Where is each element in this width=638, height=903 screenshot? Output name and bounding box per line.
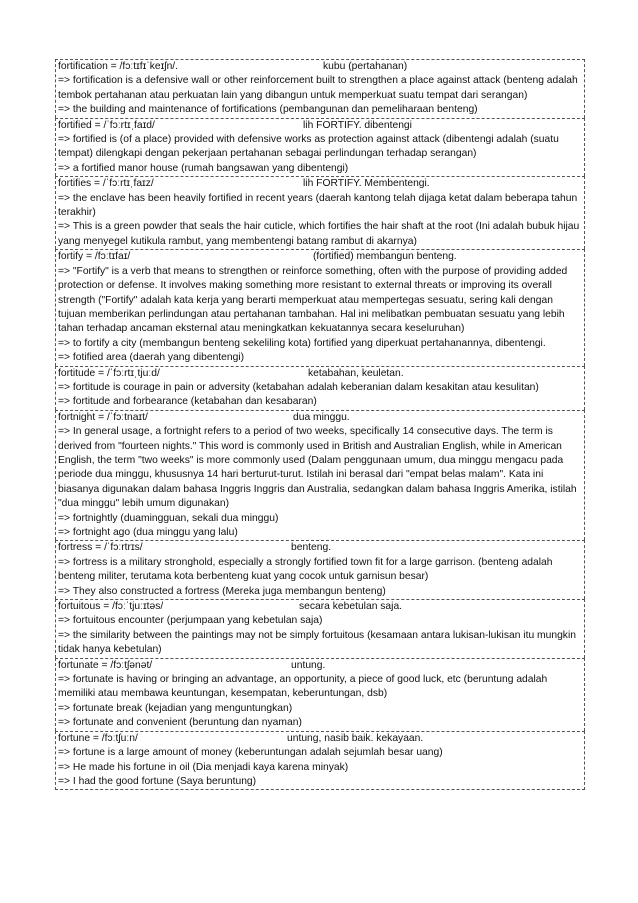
dictionary-entry: [55, 540, 585, 599]
entry-example-line: => fortnight ago (dua minggu yang lalu): [58, 527, 238, 538]
entry-meaning: secara kebetulan saja.: [299, 601, 403, 613]
entry-headword-row: [58, 541, 582, 555]
entry-example-line: => In general usage, a fortnight refers to a period of two weeks, specifically 14 consecutive days. The term is derived from "fourteen nights." This word is commonly used in British and Australian English, while in American English, the term "two weeks" is more commonly used (Dalam penggunaan umum, dua minggu mengacu pada periode dua minggu, khususnya 14 hari berturut-turut. Istilah ini berasal dari "empat belas malam". Kata ini biasanya digunakan dalam bahasa Inggris Inggris dan Australia, sedangkan dalam bahasa Inggris Amerika, istilah "dua minggu" lebih umum digunakan): [58, 426, 577, 510]
dictionary-entry: [55, 59, 585, 118]
dictionary-entry: [55, 366, 585, 410]
entry-headword-row: [58, 659, 582, 673]
entry-headword-row: [58, 119, 582, 133]
dictionary-entry: [55, 118, 585, 177]
entry-example-line: => fortnightly (duamingguan, sekali dua minggu): [58, 512, 279, 524]
entry-headword-row: [58, 177, 582, 191]
dictionary-entry: [55, 599, 585, 658]
entry-term: fortifies = /ˈfɔːrtɪˌfaɪz/: [58, 178, 154, 190]
entry-example-line: => They also constructed a fortress (Mereka juga membangun benteng): [58, 585, 386, 597]
entry-meaning: (fortified) membangun benteng.: [313, 251, 457, 263]
entry-example-line: => fortune is a large amount of money (keberuntungan adalah sejumlah besar uang): [58, 747, 443, 759]
dictionary-entry: [55, 731, 585, 791]
entry-meaning: ketabahan, keuletan.: [308, 367, 404, 379]
entry-example-line: => "Fortify" is a verb that means to strengthen or reinforce something, often with the purpose of providing added protection or defense. It involves making something more resistant to external threats or improving its overall strength ("Fortify" adalah kata kerja yang berarti memperkuat atau mempertegas sesuatu, sering kali dengan tujuan memberikan perlindungan atau pertahanan tambahan. Hal ini melibatkan pembuatan sesuatu yang lebih tahan terhadap ancaman eksternal atau meningkatkan kekuatannya secara keseluruhan): [58, 265, 568, 335]
entry-headword-row: [58, 250, 582, 264]
entry-example-line: => fortunate break (kejadian yang menguntungkan): [58, 702, 293, 714]
entry-example-line: => the building and maintenance of fortifications (pembangunan dan pemeliharaan benteng): [58, 104, 478, 116]
entry-example-line: => I had the good fortune (Saya beruntung): [58, 775, 257, 787]
entry-term: fortify = /fɔːtɪfaɪ/: [58, 251, 131, 263]
entry-term: fortnight = /ˈfɔːtnaɪt/: [58, 411, 148, 423]
entry-meaning: untung, nasib baik. kekayaan.: [287, 732, 424, 744]
entry-example-line: => the enclave has been heavily fortified in recent years (daerah kantong telah dijaga ketat dalam beberapa tahun terakhir): [58, 192, 578, 219]
entry-example-line: => fortified is (of a place) provided with defensive works as protection against attack (dibentengi adalah (suatu tempat) dilengkapi dengan pekerjaan pertahanan sebagai perlindungan terhadap serangan): [58, 134, 559, 160]
entry-headword-row: [58, 600, 582, 614]
entry-term: fortress = /ˈfɔːrtrɪs/: [58, 542, 143, 554]
entry-example-line: => fotified area (daerah yang dibentengi): [58, 352, 245, 364]
entry-term: fortified = /ˈfɔːrtɪˌfaɪd/: [58, 119, 155, 131]
entry-meaning: lih FORTIFY. dibentengi: [303, 119, 412, 131]
dictionary-entry: [55, 658, 585, 731]
entry-headword-row: [58, 60, 582, 74]
entry-term: fortunate = /fɔːtʃənət/: [58, 659, 153, 671]
entry-term: fortune = /fɔːtʃuːn/: [58, 732, 138, 744]
entry-meaning: untung.: [291, 659, 326, 671]
entry-example-line: => fortunate and convenient (beruntung dan nyaman): [58, 717, 302, 729]
entry-meaning: benteng.: [291, 542, 332, 554]
entry-example-line: => the similarity between the paintings may not be simply fortuitous (kesamaan antara lukisan-lukisan itu mungkin tidak hanya kebetulan): [58, 629, 576, 656]
entry-headword-row: [58, 367, 582, 381]
entry-example-line: => fortuitous encounter (perjumpaan yang kebetulan saja): [58, 615, 323, 627]
dictionary-entry: [55, 176, 585, 249]
dictionary-entry: [55, 410, 585, 541]
entry-example-line: => fortification is a defensive wall or other reinforcement built to strengthen a place against attack (benteng adalah tembok pertahanan atau perkuatan lain yang dibangun untuk memperkuat suatu tempat dari serangan): [58, 75, 578, 101]
entry-meaning: kubu (pertahanan): [323, 61, 408, 72]
entry-example-line: => fortress is a military stronghold, especially a strongly fortified town fit for a large garrison. (benteng adalah benteng militer, terutama kota berbenteng kuat yang cocok untuk garnisun besar): [58, 556, 553, 583]
entry-headword-row: [58, 732, 582, 746]
entry-example-line: => a fortified manor house (rumah bangsawan yang dibentengi): [58, 162, 349, 174]
entry-meaning: lih FORTIFY. Membentengi.: [303, 178, 430, 190]
dictionary-entry: [55, 249, 585, 365]
entry-example-line: => fortitude and forbearance (ketabahan dan kesabaran): [58, 396, 317, 408]
entry-term: fortification = /fɔːtɪfɪˈkeɪʃn/.: [58, 61, 179, 72]
entry-example-line: => to fortify a city (membangun benteng sekeliling kota) fortified yang diperkuat pertahanannya, dibentengi.: [58, 337, 546, 349]
entry-example-line: => fortitude is courage in pain or adversity (ketabahan adalah keberanian dalam kesakitan atau kesulitan): [58, 381, 539, 393]
entry-example-line: => This is a green powder that seals the hair cuticle, which fortifies the hair shaft at the root (Ini adalah bubuk hijau yang menyegel kutikula rambut, yang membentengi batang rambut di akarnya): [58, 221, 580, 247]
entry-example-line: => He made his fortune in oil (Dia menjadi kaya karena minyak): [58, 761, 349, 773]
entry-example-line: => fortunate is having or bringing an advantage, an opportunity, a piece of good luck, etc (beruntung adalah memiliki atau membawa keuntungan, kesempatan, keberuntungan, dsb): [58, 674, 548, 700]
entry-headword-row: [58, 411, 582, 425]
entry-term: fortitude = /ˈfɔːrtɪˌtjuːd/: [58, 367, 160, 379]
entry-meaning: dua minggu.: [293, 411, 350, 423]
entry-term: fortuitous = /fɔːˈtjuːɪtəs/: [58, 601, 164, 613]
dictionary-sheet: [55, 59, 585, 790]
